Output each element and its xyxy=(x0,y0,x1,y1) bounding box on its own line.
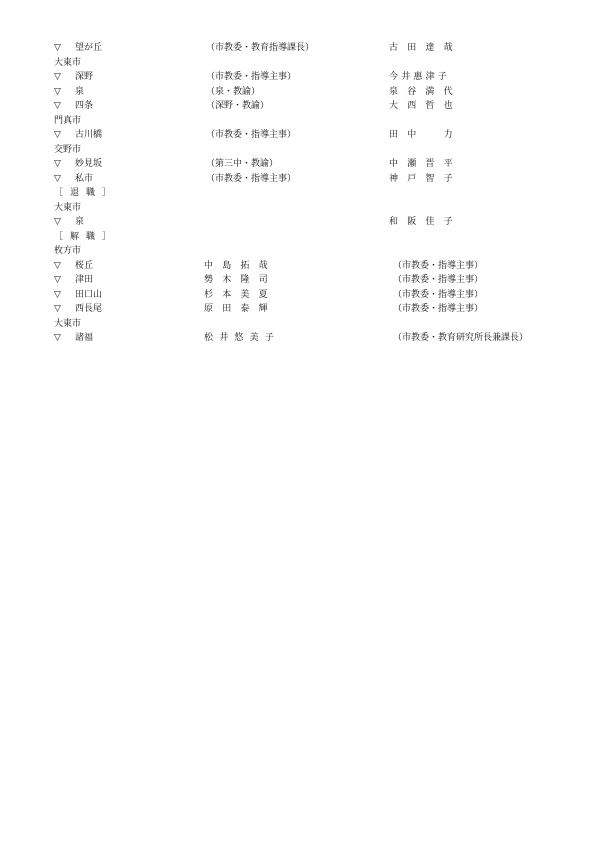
role: （市教委・教育研究所長兼課長） xyxy=(393,333,529,343)
school-name: 泉 xyxy=(75,217,85,227)
list-item xyxy=(0,41,596,56)
role: （市教委・指導主事） xyxy=(393,275,484,285)
city-name: 枚方市 xyxy=(54,246,82,256)
list-item xyxy=(0,70,596,85)
city-name: 門真市 xyxy=(54,115,82,126)
person-name: 神戸智子 xyxy=(389,173,462,184)
list-item xyxy=(0,273,596,288)
school-name: 古川橋 xyxy=(75,130,103,140)
triangle-marker-icon: ▽ xyxy=(54,217,61,227)
school-name: 田口山 xyxy=(75,289,103,300)
school-name: 諸福 xyxy=(75,333,94,343)
person-name: 松井悠美子 xyxy=(204,333,281,343)
role: （市教委・指導主事） xyxy=(206,130,297,140)
triangle-marker-icon: ▽ xyxy=(54,333,61,343)
list-item xyxy=(0,302,596,317)
triangle-marker-icon: ▽ xyxy=(54,304,61,314)
list-item xyxy=(0,172,596,187)
role: （深野・教諭） xyxy=(206,101,270,111)
school-name: 西長尾 xyxy=(75,304,103,314)
city-name: 大東市 xyxy=(54,57,82,68)
triangle-marker-icon: ▽ xyxy=(54,275,61,285)
school-name: 泉 xyxy=(75,86,85,97)
role: （第三中・教諭） xyxy=(206,159,279,169)
triangle-marker-icon: ▽ xyxy=(54,159,61,169)
school-name: 深野 xyxy=(75,72,94,82)
city-name: 大東市 xyxy=(54,202,82,213)
triangle-marker-icon: ▽ xyxy=(54,101,61,111)
role: （市教委・指導主事） xyxy=(393,304,484,314)
person-name: 大西哲也 xyxy=(389,101,462,111)
role: （市教委・教育指導課長） xyxy=(206,43,315,53)
list-item xyxy=(0,85,596,100)
triangle-marker-icon: ▽ xyxy=(54,260,61,271)
list-item xyxy=(0,288,596,303)
section-heading-label: ［退職］ xyxy=(54,188,119,198)
list-item xyxy=(0,99,596,114)
triangle-marker-icon: ▽ xyxy=(54,289,61,300)
list-item xyxy=(0,215,596,230)
role: （市教委・指導主事） xyxy=(393,289,484,300)
role: （泉・教諭） xyxy=(206,86,261,97)
triangle-marker-icon: ▽ xyxy=(54,43,61,53)
city-heading xyxy=(0,56,596,71)
section-heading xyxy=(0,230,596,245)
role: （市教委・指導主事） xyxy=(206,173,297,184)
person-name: 中島拓哉 xyxy=(204,260,277,271)
triangle-marker-icon: ▽ xyxy=(54,173,61,184)
person-name: 古田達哉 xyxy=(389,43,462,53)
city-heading xyxy=(0,201,596,216)
school-name: 津田 xyxy=(75,275,94,285)
city-heading xyxy=(0,114,596,129)
city-heading xyxy=(0,143,596,158)
person-name: 泉谷満代 xyxy=(389,86,462,97)
school-name: 私市 xyxy=(75,173,94,184)
section-heading-label: ［解職］ xyxy=(54,231,119,242)
person-name: 田中 力 xyxy=(389,130,462,140)
person-name: 今井惠津子 xyxy=(389,72,451,82)
city-name: 大東市 xyxy=(54,318,82,329)
triangle-marker-icon: ▽ xyxy=(54,72,61,82)
city-heading xyxy=(0,244,596,259)
city-heading xyxy=(0,317,596,332)
city-name: 交野市 xyxy=(54,144,82,155)
triangle-marker-icon: ▽ xyxy=(54,86,61,97)
triangle-marker-icon: ▽ xyxy=(54,130,61,140)
person-name: 杉本美夏 xyxy=(204,289,277,300)
list-item xyxy=(0,331,596,346)
person-name: 中瀬晋平 xyxy=(389,159,462,169)
list-item xyxy=(0,128,596,143)
school-name: 望が丘 xyxy=(75,43,103,53)
list-item xyxy=(0,259,596,274)
list-item xyxy=(0,157,596,172)
school-name: 四条 xyxy=(75,101,94,111)
section-heading xyxy=(0,186,596,201)
person-name: 勢木隆司 xyxy=(204,275,277,285)
role: （市教委・指導主事） xyxy=(206,72,297,82)
person-name: 和阪佳子 xyxy=(389,217,462,227)
role: （市教委・指導主事） xyxy=(393,260,484,271)
person-name: 原田泰輝 xyxy=(204,304,277,314)
school-name: 桜丘 xyxy=(75,260,94,271)
school-name: 妙見坂 xyxy=(75,159,103,169)
